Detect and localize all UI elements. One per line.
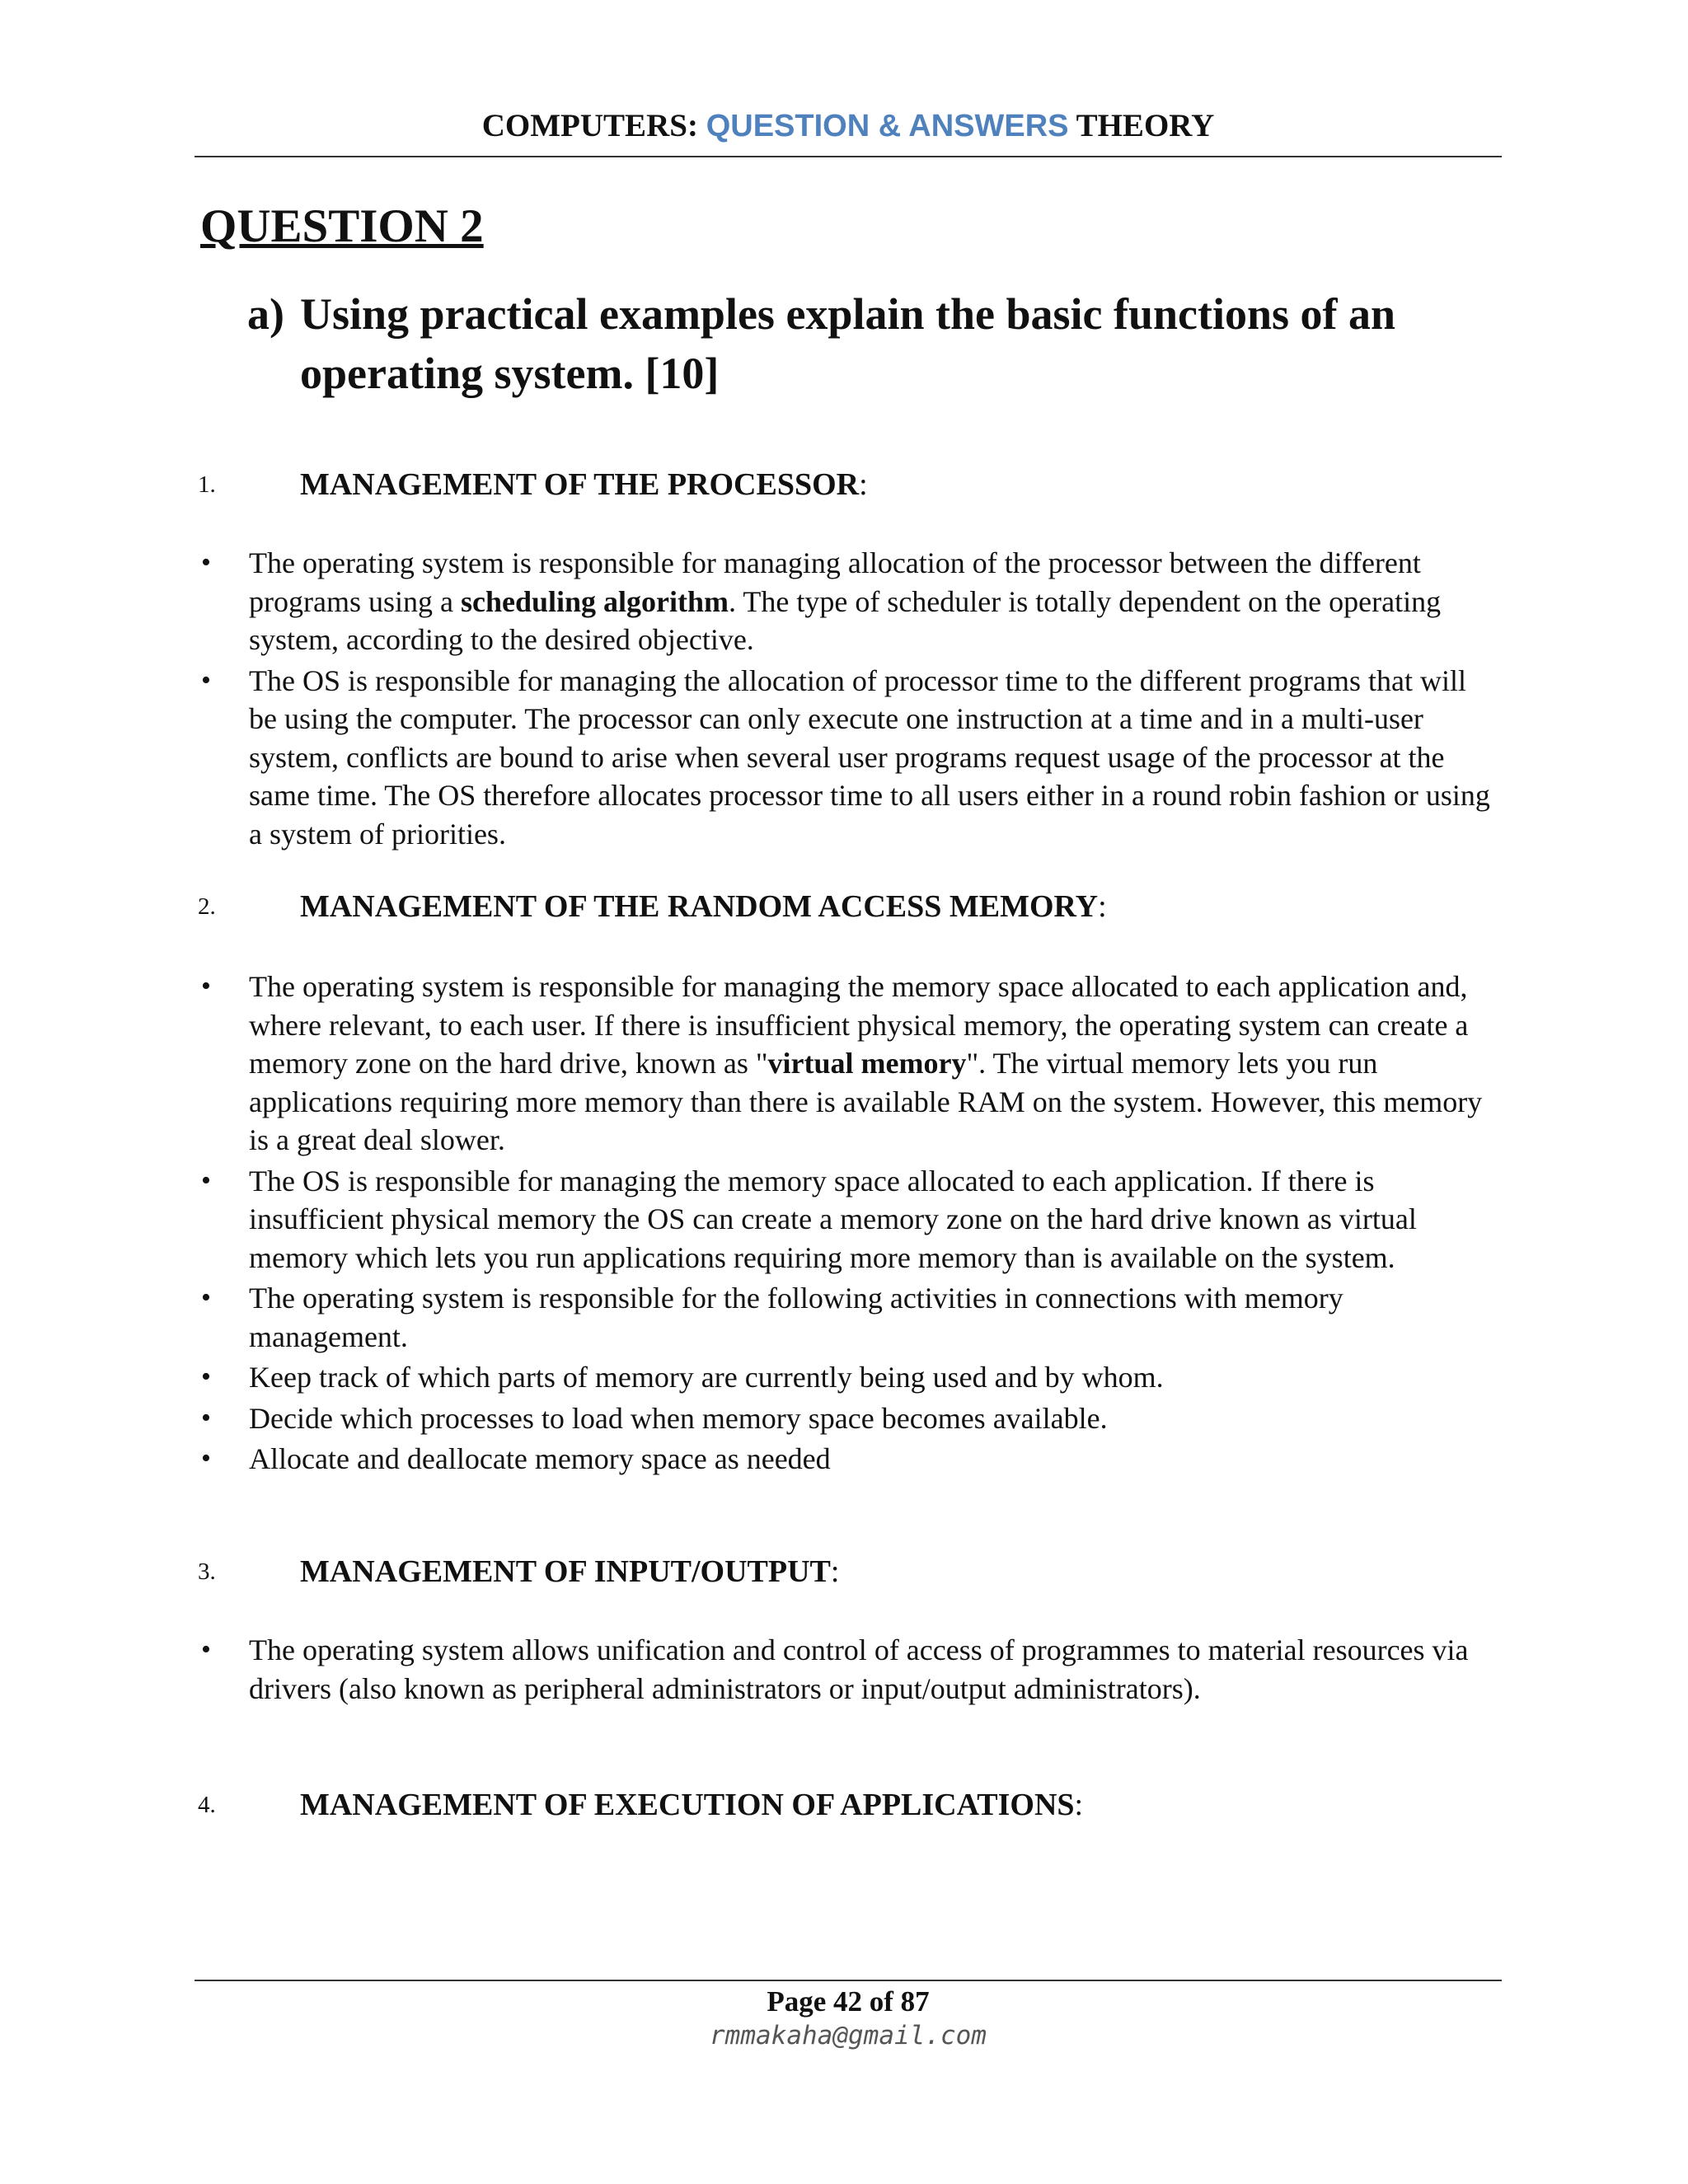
- section-number: 3.: [198, 1558, 216, 1585]
- bullet-icon: •: [201, 664, 211, 696]
- question-heading: QUESTION 2: [200, 200, 484, 252]
- section-title: MANAGEMENT OF THE PROCESSOR:: [300, 467, 868, 502]
- bullet-icon: •: [201, 1361, 211, 1392]
- bullet-list: [198, 968, 1500, 1481]
- running-header: [195, 103, 1502, 149]
- section-title: MANAGEMENT OF EXECUTION OF APPLICATIONS:: [300, 1788, 1084, 1822]
- bullet-icon: •: [201, 971, 211, 1001]
- section-number: 4.: [198, 1792, 216, 1818]
- bold-term: scheduling algorithm: [460, 584, 729, 618]
- header-part1: COMPUTERS: [481, 108, 687, 143]
- list-item: • The operating system is responsible for managing the memory space allocated to each application and, where relevant, to each user. If there is insufficient physical memory, the operating system can create a memory zone on the hard drive, known as "virtual memory". The virtual memory lets you run applications requiring more memory than there is available RAM on the system. However, this memory is a great deal slower.: [198, 968, 1500, 1160]
- author-email: rmmakaha@gmail.com: [710, 2021, 987, 2050]
- bullet-icon: •: [201, 1282, 211, 1313]
- list-item: • Allocate and deallocate memory space as needed: [198, 1440, 1500, 1479]
- section-title: MANAGEMENT OF INPUT/OUTPUT:: [300, 1554, 840, 1589]
- section-number: 2.: [198, 893, 216, 920]
- list-item: • Keep track of which parts of memory are currently being used and by whom.: [198, 1358, 1500, 1397]
- sub-question-marker: a): [247, 289, 284, 339]
- footer-rule: [195, 1980, 1502, 1981]
- header-rule: [195, 156, 1502, 157]
- bold-term: virtual memory: [767, 1047, 967, 1080]
- bullet-icon: •: [201, 547, 211, 578]
- list-item: • The OS is responsible for managing the allocation of processor time to the different programs that will be using the computer. The processor can only execute one instruction at a time and in a multi-user system, conflicts are bound to arise when several user programs request usage of the processor at the same time. The OS therefore allocates processor time to all users either in a round robin fashion or using a system of priorities.: [198, 662, 1500, 854]
- bullet-list: [198, 544, 1500, 855]
- bullet-icon: •: [201, 1402, 211, 1433]
- sub-question: [247, 284, 1451, 403]
- header-accent: QUESTION & ANSWERS: [706, 109, 1069, 143]
- list-item: • The OS is responsible for managing the memory space allocated to each application. If there is insufficient physical memory the OS can create a memory zone on the hard drive known as virtual memory which lets you run applications requiring more memory than is available on the system.: [198, 1162, 1500, 1277]
- header-part2: THEORY: [1068, 108, 1215, 143]
- section-number: 1.: [198, 471, 216, 498]
- list-item: • The operating system is responsible for the following activities in connections with memory management.: [198, 1279, 1500, 1356]
- bullet-icon: •: [201, 1634, 211, 1665]
- page-number: Page 42 of 87: [767, 1985, 930, 2018]
- bullet-list: [198, 1631, 1500, 1710]
- bullet-icon: •: [201, 1443, 211, 1474]
- sub-question-text: Using practical examples explain the basic functions of an operating system. [10]: [300, 289, 1396, 398]
- section-title: MANAGEMENT OF THE RANDOM ACCESS MEMORY:: [300, 889, 1107, 924]
- bullet-icon: •: [201, 1165, 211, 1196]
- list-item: • Decide which processes to load when memory space becomes available.: [198, 1399, 1500, 1438]
- header-separator: :: [687, 108, 706, 143]
- list-item: • The operating system allows unification and control of access of programmes to material resources via drivers (also known as peripheral administrators or input/output administrators).: [198, 1631, 1500, 1708]
- list-item: • The operating system is responsible for managing allocation of the processor between the different programs using a scheduling algorithm. The type of scheduler is totally dependent on the operating system, according to the desired objective.: [198, 544, 1500, 659]
